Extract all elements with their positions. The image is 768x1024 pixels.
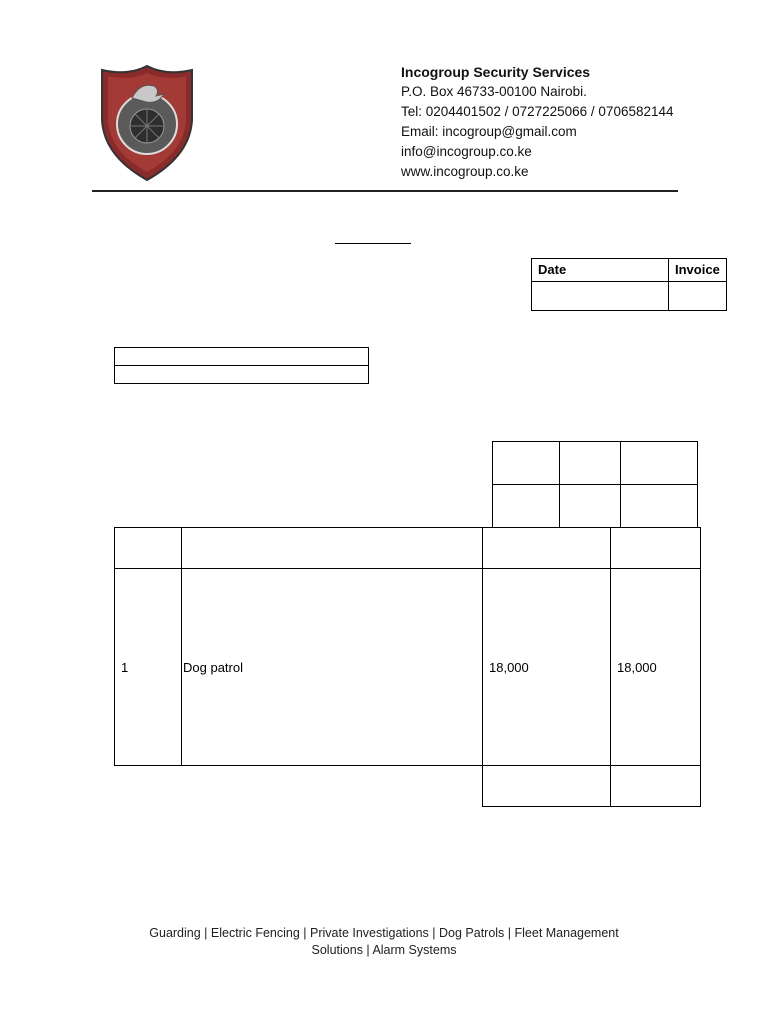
- totals-spacer: [115, 766, 483, 807]
- company-logo: [98, 64, 196, 182]
- meta-cell: [621, 442, 698, 485]
- item-amount: 18,000: [611, 569, 701, 766]
- header-cell-description: [182, 528, 483, 569]
- bill-to-row: [115, 348, 369, 366]
- header-cell-qty: [115, 528, 182, 569]
- total-label-cell: [483, 766, 611, 807]
- date-value: [532, 282, 669, 311]
- email: Email: incogroup@gmail.com: [401, 124, 577, 139]
- date-label: Date: [532, 259, 669, 282]
- meta-cell: [560, 485, 621, 528]
- company-details: [401, 62, 674, 182]
- item-no: 1: [115, 569, 182, 766]
- meta-cell: [560, 442, 621, 485]
- table-row: [115, 569, 701, 766]
- website: www.incogroup.co.ke: [401, 164, 529, 179]
- header-cell-rate: [483, 528, 611, 569]
- meta-cell: [493, 442, 560, 485]
- totals-row: [115, 766, 701, 807]
- po-box: P.O. Box 46733-00100 Nairobi.: [401, 84, 587, 99]
- items-header-row: [115, 528, 701, 569]
- date-invoice-table: [531, 258, 727, 311]
- footer-services: [0, 925, 768, 959]
- info-email: info@incogroup.co.ke: [401, 144, 532, 159]
- bill-to-row: [115, 366, 369, 384]
- footer-line-1: Guarding | Electric Fencing | Private Investigations | Dog Patrols | Fleet Management: [149, 926, 619, 940]
- meta-cell: [493, 485, 560, 528]
- header-divider: [92, 190, 678, 192]
- header-cell-amount: [611, 528, 701, 569]
- item-rate: 18,000: [483, 569, 611, 766]
- total-value-cell: [611, 766, 701, 807]
- bill-to-table: [114, 347, 369, 384]
- title-underline: [335, 243, 411, 244]
- item-description: Dog patrol: [182, 569, 483, 766]
- invoice-label: Invoice: [669, 259, 727, 282]
- telephone: Tel: 0204401502 / 0727225066 / 0706582144: [401, 104, 674, 119]
- order-meta-table: [492, 441, 698, 528]
- footer-line-2: Solutions | Alarm Systems: [311, 943, 457, 957]
- company-name: Incogroup Security Services: [401, 64, 591, 80]
- meta-cell: [621, 485, 698, 528]
- items-table: [114, 527, 701, 807]
- invoice-value: [669, 282, 727, 311]
